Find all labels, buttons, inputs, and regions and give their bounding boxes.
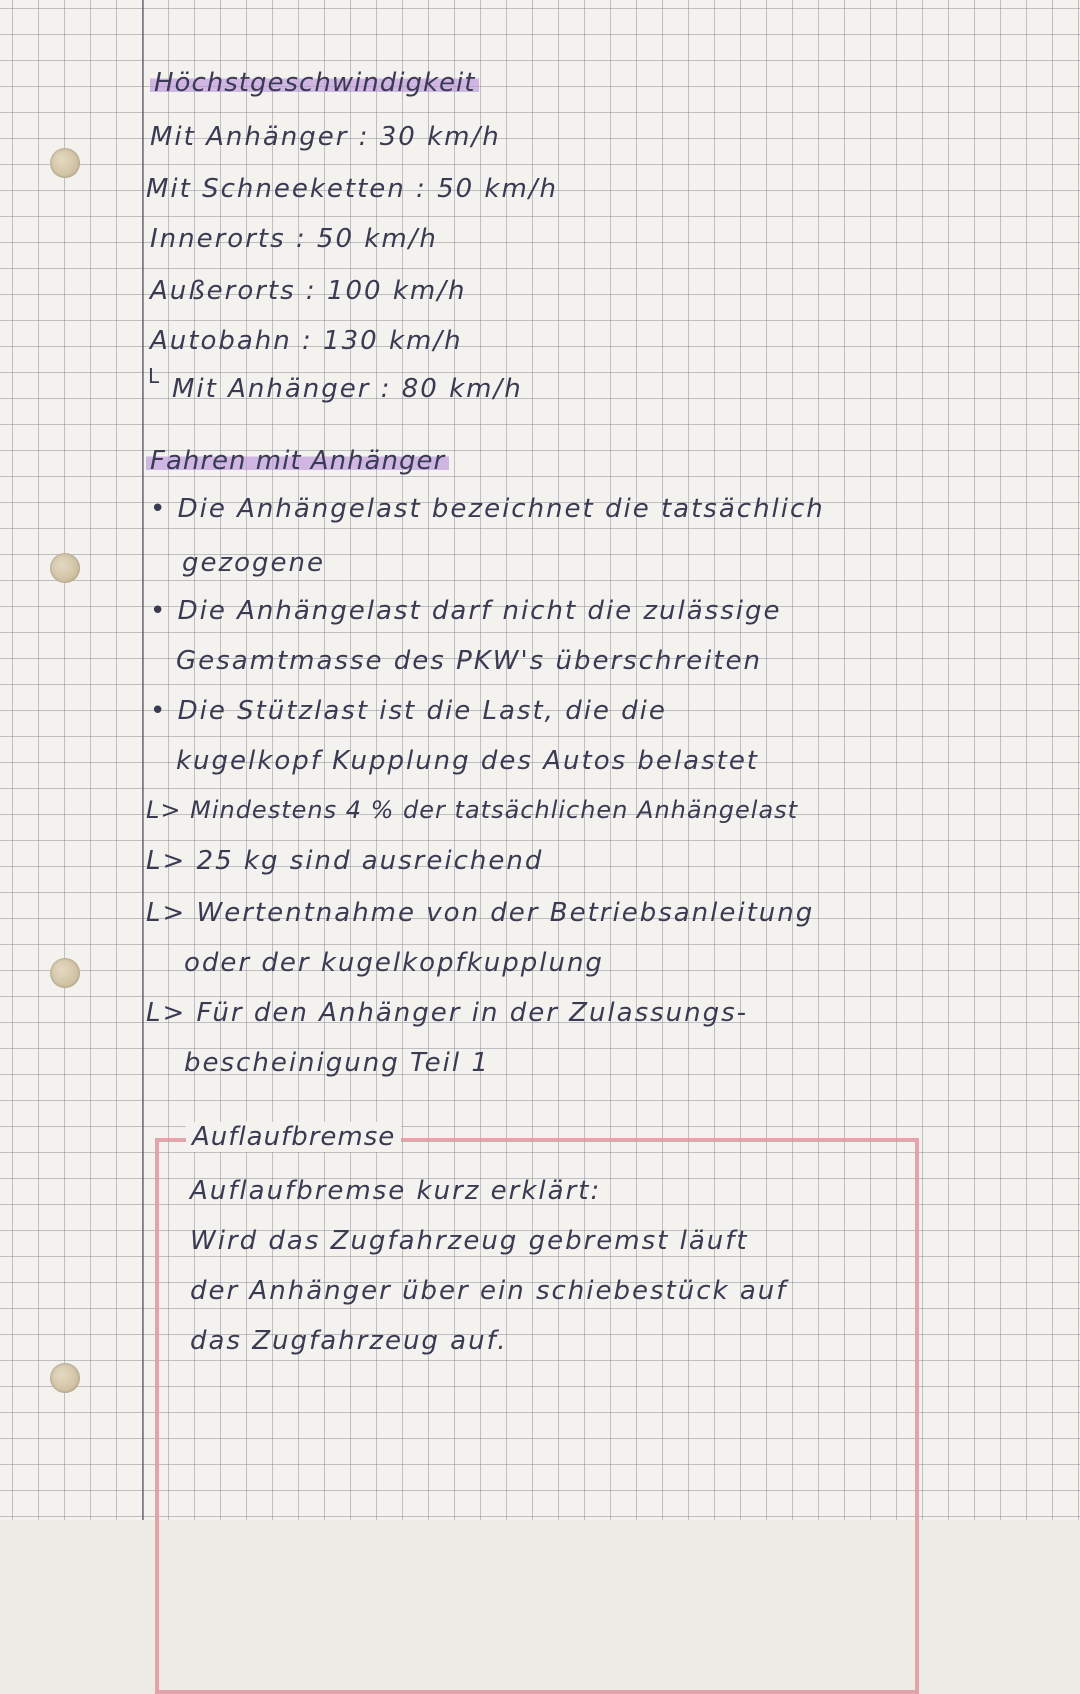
trailer-line: • Die Anhängelast bezeichnet die tatsächlich — [150, 494, 825, 524]
speed-row: Mit Schneeketten : 50 km/h — [146, 174, 558, 204]
trailer-line: L> Mindestens 4 % der tatsächlichen Anhängelast — [146, 796, 798, 824]
punch-hole — [50, 958, 80, 988]
trailer-line: kugelkopf Kupplung des Autos belastet — [176, 746, 759, 776]
box-line: Wird das Zugfahrzeug gebremst läuft — [190, 1226, 749, 1256]
speed-row: Außerorts : 100 km/h — [150, 276, 466, 306]
trailer-line: L> Für den Anhänger in der Zulassungs- — [146, 998, 748, 1028]
speed-row: Mit Anhänger : 80 km/h — [172, 374, 523, 404]
speed-row: Mit Anhänger : 30 km/h — [150, 122, 501, 152]
punch-hole — [50, 553, 80, 583]
trailer-line: L> Wertentnahme von der Betriebsanleitung — [146, 898, 814, 928]
box-title: Auflaufbremse — [186, 1122, 401, 1152]
trailer-heading: Fahren mit Anhänger — [146, 446, 449, 476]
trailer-line: bescheinigung Teil 1 — [184, 1048, 490, 1078]
trailer-line: • Die Stützlast ist die Last, die die — [150, 696, 667, 726]
margin-line — [142, 0, 144, 1520]
box-line: der Anhänger über ein schiebestück auf — [190, 1276, 787, 1306]
punch-hole — [50, 1363, 80, 1393]
trailer-line: Gesamtmasse des PKW's überschreiten — [176, 646, 762, 676]
speed-row: Autobahn : 130 km/h — [150, 326, 463, 356]
speed-heading: Höchstgeschwindigkeit — [150, 68, 479, 98]
auflaufbremse-box — [155, 1138, 919, 1694]
trailer-line: • Die Anhängelast darf nicht die zulässige — [150, 596, 782, 626]
box-line: das Zugfahrzeug auf. — [190, 1326, 508, 1356]
punch-hole — [50, 148, 80, 178]
trailer-line: oder der kugelkopfkupplung — [184, 948, 604, 978]
box-line: Auflaufbremse kurz erklärt: — [190, 1176, 601, 1206]
speed-row: Innerorts : 50 km/h — [150, 224, 438, 254]
sub-item-marker: L — [148, 364, 159, 388]
trailer-line: L> 25 kg sind ausreichend — [146, 846, 543, 876]
trailer-line: gezogene — [182, 548, 325, 578]
